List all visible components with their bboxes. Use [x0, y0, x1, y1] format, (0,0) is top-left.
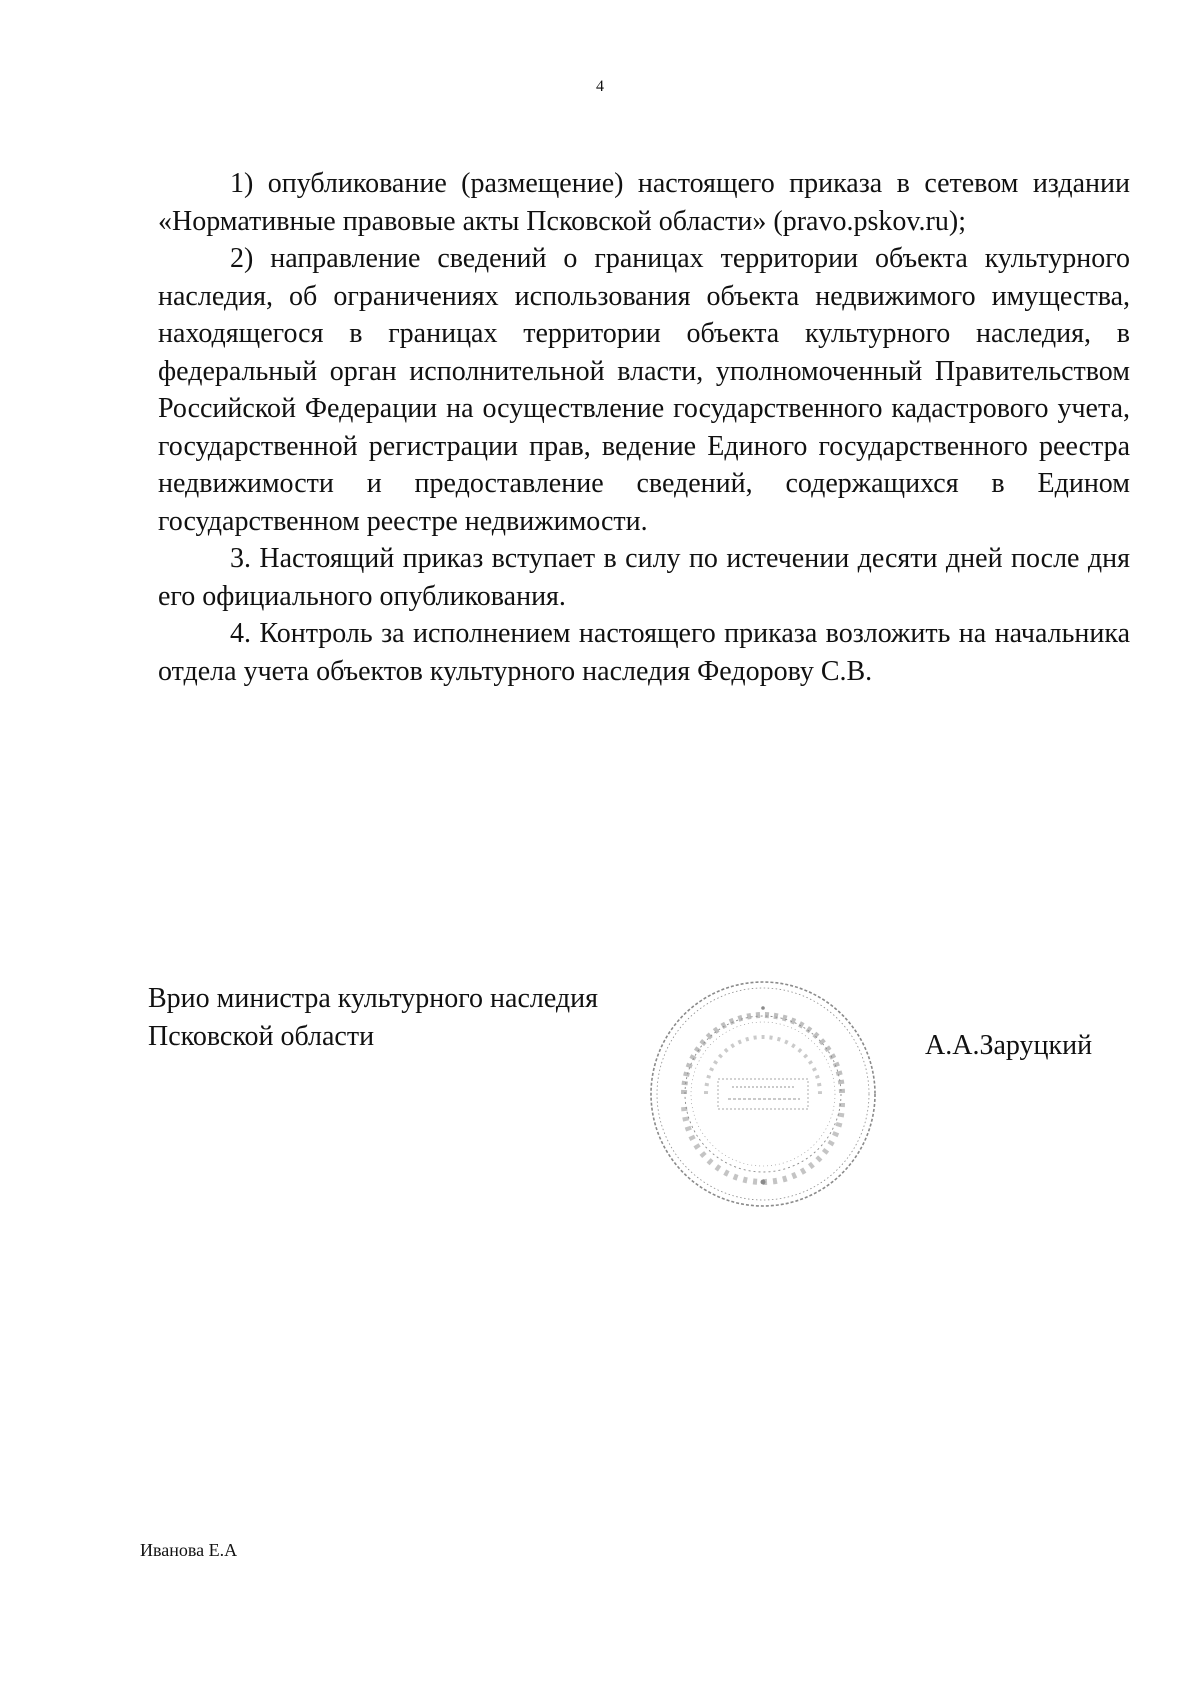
page-number: 4: [596, 78, 604, 95]
signatory-position-line2: Псковской области: [148, 1021, 375, 1052]
paragraph-entry-into-force: 3. Настоящий приказ вступает в силу по истечении десяти дней после дня его официального опубликования.: [158, 543, 1130, 612]
signatory-position-line1: Врио министра культурного наследия: [148, 983, 599, 1014]
paragraph-registry-notice: 2) направление сведений о границах территории объекта культурного наследия, об ограничениях использования объекта недвижимого имущества, находящегося в границах территории объекта культурного наследия, в федеральный орган исполнительной власти, уполномоченный Правительством Российской Федерации на осуществление государственного кадастрового учета, государственной регистрации прав, ведение Единого государственного реестра недвижимости и предоставление сведений, содержащихся в Едином государственном реестре недвижимости.: [158, 243, 1130, 537]
signatory-name: А.А.Заруцкий: [925, 1030, 1093, 1061]
executor-name: Иванова Е.А: [140, 1540, 238, 1560]
order-body: [158, 165, 1130, 690]
official-seal-stamp: [644, 975, 882, 1213]
signatory-position: [148, 980, 598, 1056]
paragraph-control: 4. Контроль за исполнением настоящего приказа возложить на начальника отдела учета объектов культурного наследия Федорову С.В.: [158, 618, 1130, 687]
paragraph-publication: 1) опубликование (размещение) настоящего приказа в сетевом издании «Нормативные правовые акты Псковской области» (pravo.pskov.ru);: [158, 168, 1130, 237]
